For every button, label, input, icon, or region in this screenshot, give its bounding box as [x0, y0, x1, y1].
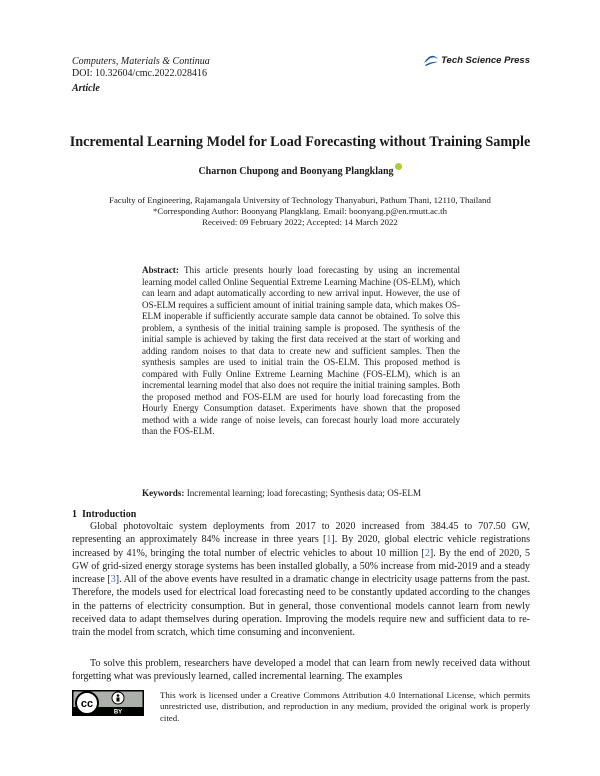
- authors: [60, 163, 540, 178]
- tech-science-press-logo-icon: [423, 53, 439, 67]
- affiliation: Faculty of Engineering, Rajamangala University of Technology Thanyaburi, Pathum Thani, 12110, Thailand: [109, 195, 491, 205]
- publisher-logo-block: [423, 53, 530, 67]
- received-accepted-dates: Received: 09 February 2022; Accepted: 14 March 2022: [202, 217, 398, 228]
- cc-by-license-icon[interactable]: [72, 690, 144, 716]
- abstract: [142, 265, 460, 438]
- paragraph-2-text: To solve this problem, researchers have developed a model that can learn from newly received data without forgetting what was previously learned, called incremental learning. The examples: [72, 658, 530, 683]
- keywords-text: Incremental learning; load forecasting; Synthesis data; OS-ELM: [186, 488, 422, 498]
- citation-link[interactable]: 2: [424, 547, 430, 559]
- affiliation-block: [60, 195, 540, 229]
- section-title: Introduction: [82, 509, 137, 520]
- citation-link[interactable]: 3: [110, 574, 116, 586]
- paragraph-1-text: ]. By 2020, global electric vehicle registrations increased by 41%, bringing the total number of electric vehicles to about 10 million [: [72, 534, 530, 559]
- orcid-icon[interactable]: [395, 163, 402, 170]
- publisher-name: Tech Science Press: [441, 54, 530, 66]
- abstract-text: This article presents hourly load forecasting by using an incremental learning model called Online Sequential Extreme Learning Machine (OS-ELM), which can learn and adapt automatically according to new arrival input. However, the use of OS-ELM requires a sufficient amount of initial training sample data, which makes OS-ELM inoperable if sufficiently accurate sample data cannot be obtained. To solve this problem, a synthesis of the initial training sample is proposed. The synthesis of the initial sample is achieved by taking the first data received at the start of working and adding random noises to that data to create new and sufficient samples. Then the synthesis samples are used to initial train the OS-ELM. This proposed method is compared with Fully Online Extreme Learning Machine (FOS-ELM), which is an incremental learning model that also does not require the initial training samples. Both the proposed method and FOS-ELM are used for hourly load forecasting from the Hourly Energy Consumption dataset. Experiments have shown that the proposed method with a wide range of noise levels, can forecast hourly load more accurately than the FOS-ELM.: [142, 265, 461, 436]
- paragraph-1: [72, 520, 530, 640]
- paragraph-1-text: ]. All of the above events have resulted in a dramatic change in electricity usage patterns from the past. Therefore, the models used for electrical load forecasting need to be constantly updated according to the changes in the patterns of electricity consumption. But in general, those conventional models cannot learn from newly received data to adapt themselves during operation. Improving the models require new and sufficient data to re-train the model from scratch, which time consuming and inconvenient.: [72, 574, 531, 639]
- journal-name: Computers, Materials & Continua: [72, 56, 210, 67]
- paper-title: Incremental Learning Model for Load Forecasting without Training Sample: [69, 134, 531, 150]
- corresponding-author: *Corresponding Author: Boonyang Plangklang. Email: boonyang.p@en.rmutt.ac.th: [153, 206, 447, 217]
- section-number: 1: [72, 509, 77, 520]
- abstract-label: Abstract:: [142, 265, 179, 275]
- paragraph-2: [72, 657, 530, 684]
- cc-badge-text: cc: [80, 698, 94, 710]
- author-names: Charnon Chupong and Boonyang Plangklang: [198, 166, 394, 177]
- license-footer: [72, 690, 530, 724]
- article-type: Article: [72, 83, 100, 94]
- by-badge-text: BY: [113, 709, 123, 716]
- doi[interactable]: DOI: 10.32604/cmc.2022.028416: [72, 68, 207, 79]
- keywords-label: Keywords:: [142, 488, 185, 498]
- keywords: [142, 488, 482, 500]
- paragraph-1-text: ]. By the end of 2020, 5 GW of grid-sized energy storage systems has been installed globally, a 50% increase from mid-2019 and a steady increase [: [72, 547, 530, 586]
- paragraph-1-text: Global photovoltaic system deployments from 2017 to 2020 increased from 384.45 to 707.50 GW, representing an approximately 84% increase in three years [: [72, 521, 530, 546]
- citation-link[interactable]: 1: [326, 534, 332, 546]
- license-text: This work is licensed under a Creative Commons Attribution 4.0 International License, which permits unrestricted use, distribution, and reproduction in any medium, provided the original work is properly cited.: [160, 690, 530, 723]
